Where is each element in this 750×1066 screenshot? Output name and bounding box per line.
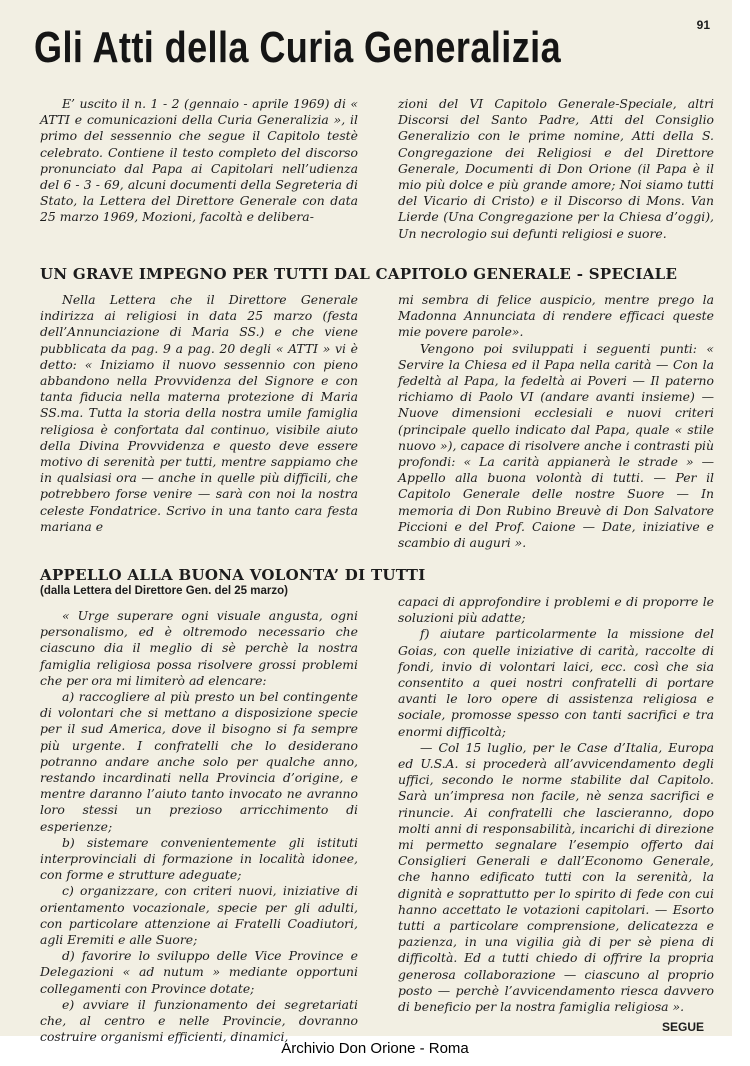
section1-left-column [40,292,358,535]
intro-left-text: E’ uscito il n. 1 - 2 (gennaio - aprile 1969) di « ATTI e comunicazioni della Curia Generalizia », il primo del sessennio che segue il Capitolo testè celebrato. Contiene il testo completo del discorso pronunciato dal Papa ai Capitolari nell’udienza del 6 - 3 - 69, alcuni documenti della Segreteria di Stato, la Lettera del Direttore Generale con data 25 marzo 1969, Mozioni, facoltà e delibera- [40,96,358,225]
section2-right-column [398,594,714,1015]
section1-left-text: Nella Lettera che il Direttore Generale indirizza ai religiosi in data 25 marzo (festa dell’Annunciazione di Maria SS.) e che viene pubblicata da pag. 9 a pag. 20 degli « ATTI » vi è detto: « Iniziamo il nuovo sessennio con pieno abbandono nella Provvidenza del Signore e con tanta fiducia nella materna protezione di Maria SS.ma. Tutta la storia della nostra umile famiglia religiosa è confortata dal continuo, visibile aiuto della Divina Provvidenza e questo deve essere motivo di serenità per tutti, mentre sappiamo che in qualsiasi ora — anche in quelle più difficili, che potrebbero forse venire — sarà con noi la nostra celeste Fondatrice. Scrivo in una tanto cara festa mariana e [40,292,358,534]
section2-left-paragraph: d) favorire lo sviluppo delle Vice Province e Delegazioni « ad nutum » mediante opportuni collegamenti con Province dotate; [40,948,358,996]
page-number: 91 [696,18,710,32]
section2-left-paragraph: a) raccogliere al più presto un bel contingente di volontari che si mettano a disposizione specie per il sud America, dove il bisogno si fa sempre più urgente. I confratelli che lo desiderano potranno andare anche solo per qualche anno, restando incardinati nella Provincia d’origine, e mentre daranno l’aiuto tanto invocato ne avranno loro stessi un prezioso arricchimento di esperienze; [40,689,358,834]
intro-right-column [398,96,714,242]
section2-right-paragraph: — Col 15 luglio, per le Case d’Italia, Europa ed U.S.A. si procederà all’avvicendamento degli uffici, secondo le norme stabilite dal Capitolo. Sarà un’impresa non facile, nè senza sacrifici e rinuncie. Ai confratelli che lascieranno, dopo molti anni di responsabilità, incarichi di direzione mi permetto segnalare l’esempio offerto dai Consiglieri Generali e dall’Economo Generale, che hanno edificato tutti con la serenità, la dignità e soprattutto per lo spirito di fede con cui hanno accettato le votazioni capitolari. — Esorto tutti a particolare comprensione, delicatezza e pazienza, in una vigilia già di per sè piena di difficoltà. Ed a tutti chiedo di offrire la propria generosa collaborazione — ciascuno al proprio posto — perchè l’avvicendamento riesca davvero di beneficio per la nostra famiglia religiosa ». [398,739,714,1015]
intro-left-column [40,96,358,226]
archive-footer: Archivio Don Orione - Roma [281,1040,469,1057]
section2-left-paragraph: « Urge superare ogni visuale angusta, ogni personalismo, ed è oltremodo necessario che ciascuno dia il meglio di sè perchè la nostra famiglia religiosa possa risolvere grossi problemi che per ora mi limiterò ad elencare: [40,608,358,688]
section2-subheading: (dalla Lettera del Direttore Gen. del 25 marzo) [40,585,288,597]
section1-heading: UN GRAVE IMPEGNO PER TUTTI DAL CAPITOLO GENERALE - SPECIALE [40,265,678,283]
intro-right-text: zioni del VI Capitolo Generale-Speciale, altri Discorsi del Santo Padre, Atti del Consiglio Generalizio con le prime nomine, Atti della S. Congregazione dei Religiosi e del Direttore Generale, Documenti di Don Orione (il Papa è il mio più dolce e più grande amore; Noi siamo tutti del Vicario di Cristo) e il Discorso di Mons. Van Lierde (Una Congregazione per la Chiesa d’oggi), Un necrologio sui defunti religiosi e suore. [398,96,714,241]
section2-left-column [40,608,358,1045]
section2-heading: APPELLO ALLA BUONA VOLONTA’ DI TUTTI [40,566,426,584]
section1-right-paragraph-2: Vengono poi sviluppati i seguenti punti: « Servire la Chiesa ed il Papa nella carità — Con la fedeltà al Papa, la fedeltà ai Poveri — Il paterno richiamo di Paolo VI (andare avanti insieme) — Nuove dimensioni ecclesiali e nuovi criteri (principale quello indicato dal Papa, quale « stile nuovo »), capace di risolvere anche i contrasti più profondi: « La carità appianerà le strade » — Appello alla buona volontà di tutti. — Per il Capitolo Generale delle nostre Suore — In memoria di Don Rubino Breuvè di Don Salvatore Piccioni e del Prof. Caione — Date, iniziative e scambio di auguri ». [398,340,714,551]
section2-left-paragraph: e) avviare il funzionamento dei segretariati che, al centro e nelle Provincie, dovranno costruire organismi efficienti, dinamici, [40,996,358,1045]
section2-right-paragraph: capaci di approfondire i problemi e di proporre le soluzioni più adatte; [398,594,714,626]
section1-right-column [398,292,714,551]
continued-label: SEGUE [661,1020,704,1034]
section2-left-paragraph: b) sistemare convenientemente gli istituti interprovinciali di formazione in località idonee, con forme e strutture adeguate; [40,834,358,883]
section2-left-paragraph: c) organizzare, con criteri nuovi, iniziative di orientamento vocazionale, specie per gli adulti, con particolare attenzione ai Fratelli Coadiutori, agli Eremiti e alle Suore; [40,883,358,948]
page-title: Gli Atti della Curia Generalizia [34,23,562,72]
section1-right-paragraph-1: mi sembra di felice auspicio, mentre prego la Madonna Annunciata di rendere efficaci queste mie povere parole». [398,292,714,340]
section2-right-paragraph: f) aiutare particolarmente la missione del Goias, con quelle iniziative di carità, raccolte di fondi, invio di volontari laici, ecc. così che sia consentito a quei nostri confratelli di portare avanti le loro opere di assistenza religiosa e sociale, promosse spesso con tanti sacrifici e tra enormi difficoltà; [398,626,714,739]
